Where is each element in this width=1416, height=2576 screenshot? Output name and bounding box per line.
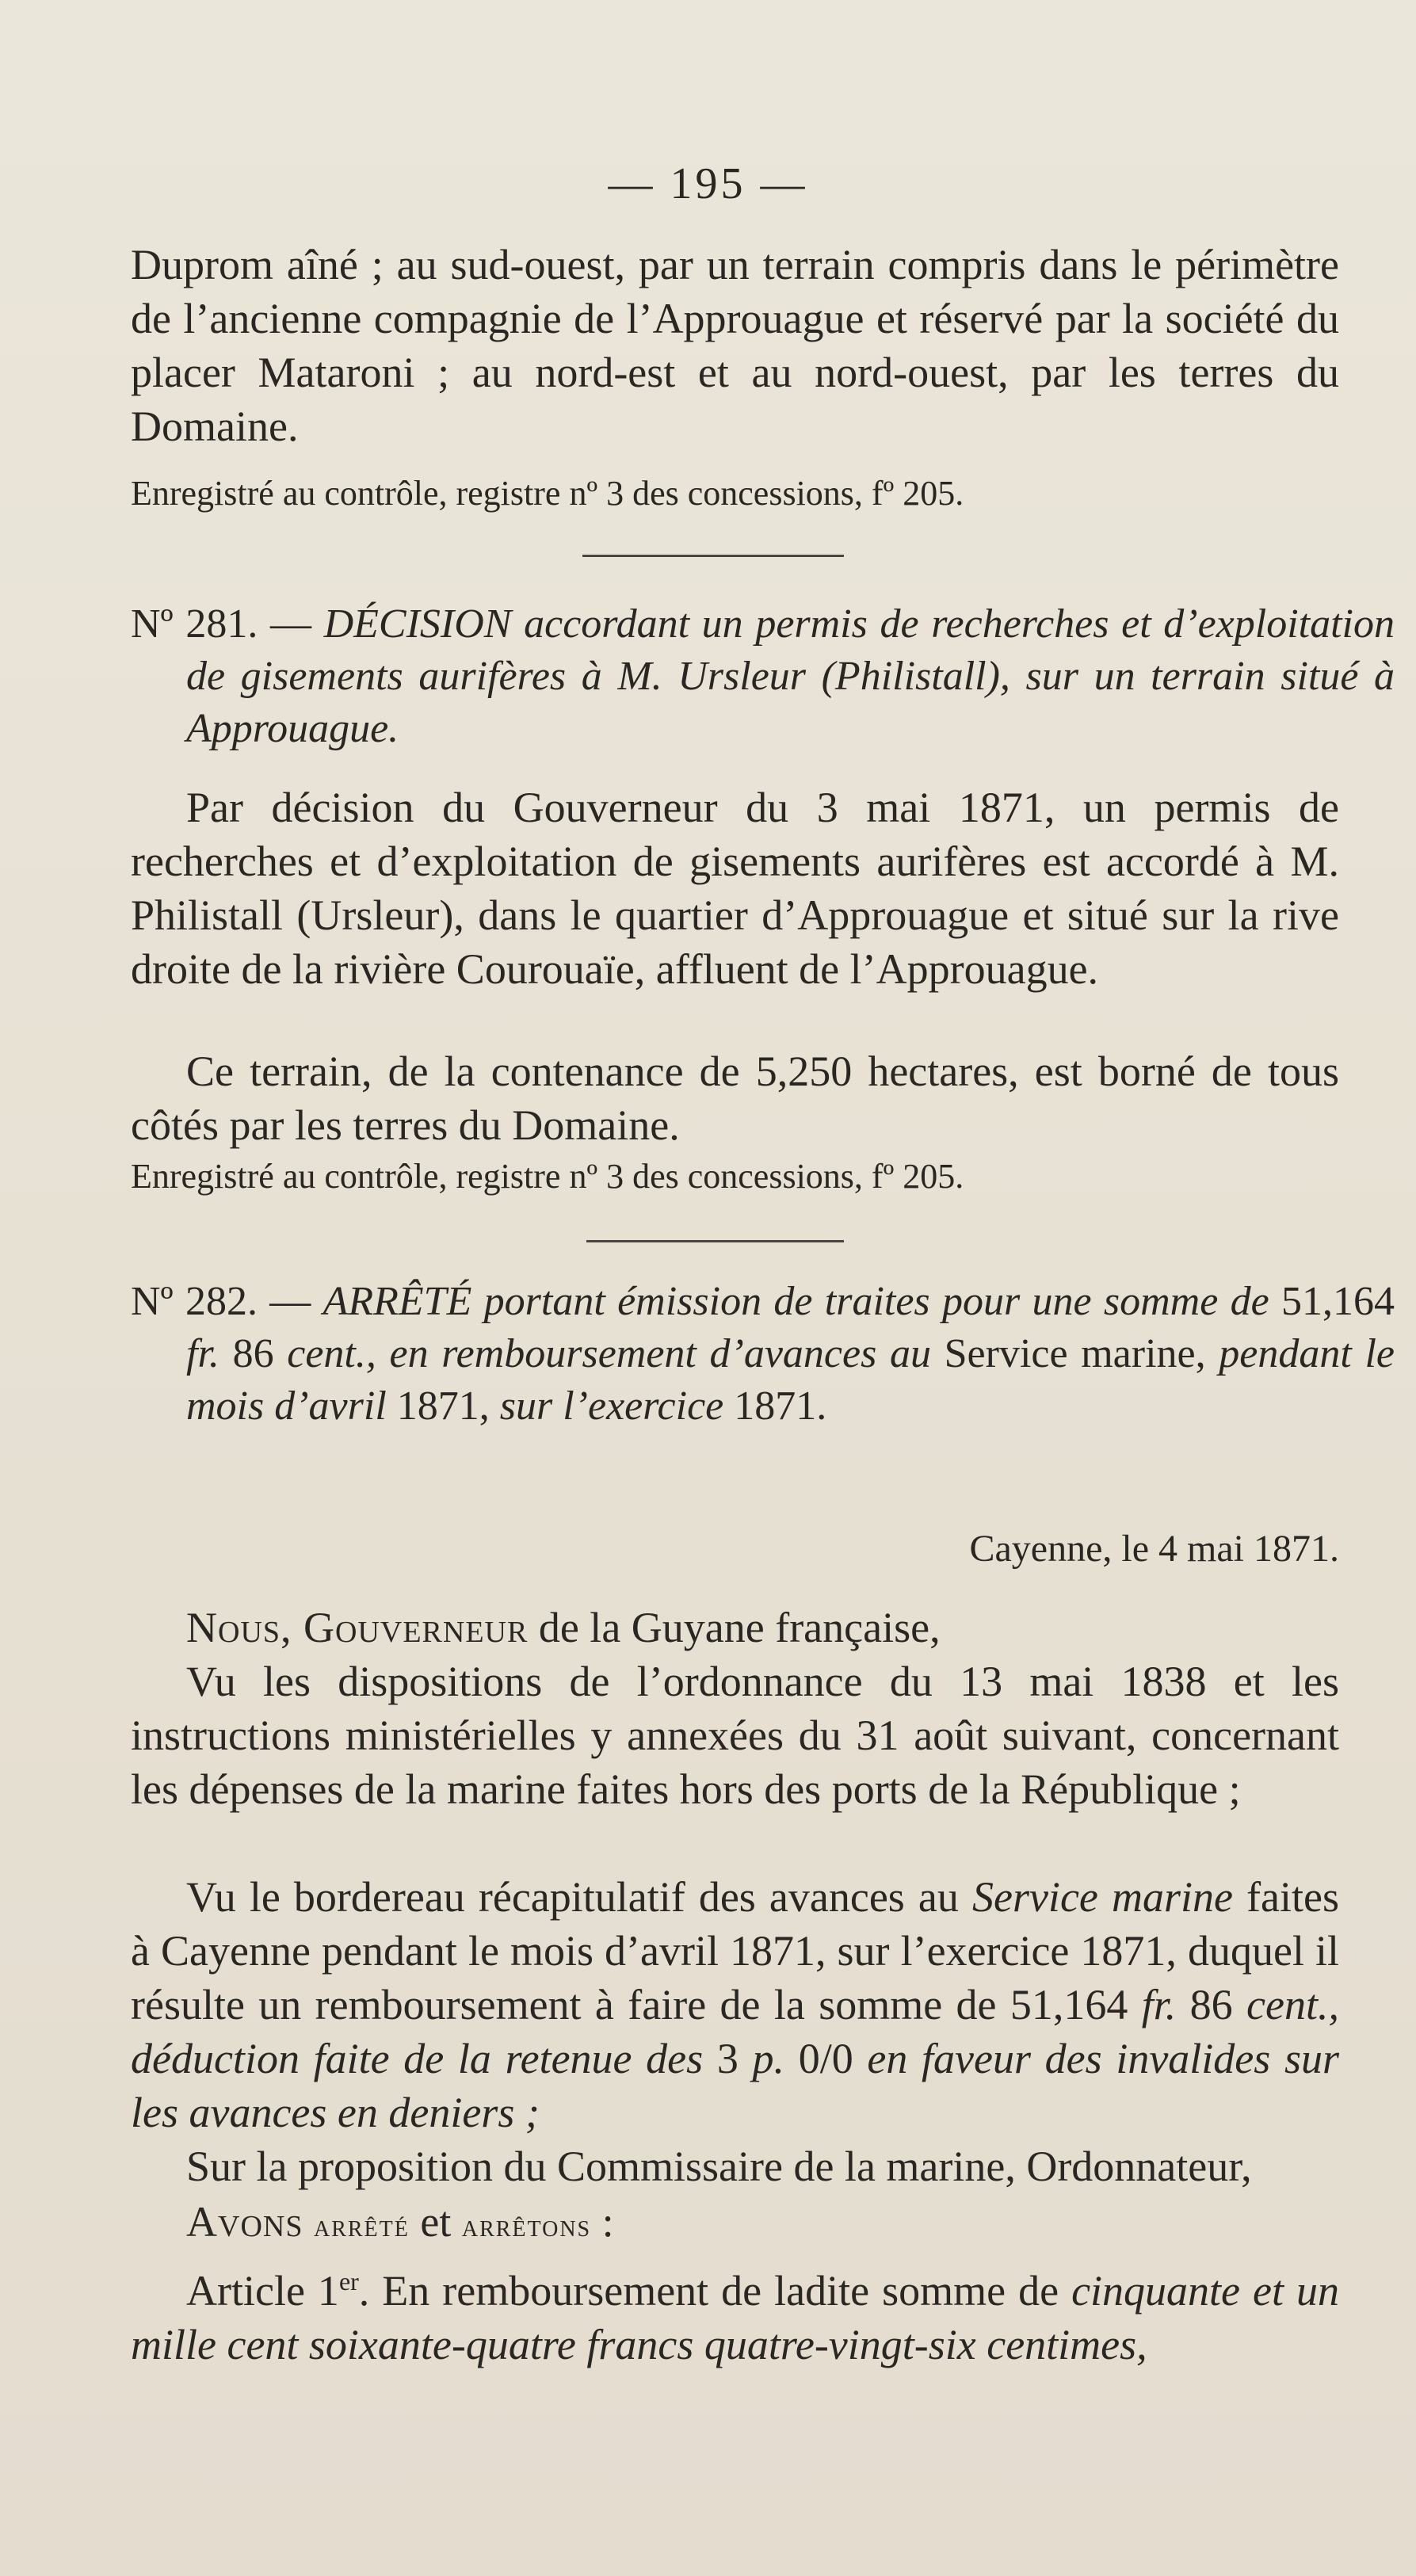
vu2-j: en faveur des invalides sur les avances en deniers ; [131,2035,1339,2136]
heading-282-text-a: ARRÊTÉ portant émission de traites pour une somme de [323,1279,1281,1324]
paragraph-avons-arrete [131,2195,1339,2253]
paragraph-terrain: Ce terrain, de la contenance de 5,250 hectares, est borné de tous côtés par les terres du Domaine. [131,1048,1339,1149]
paragraph-nous [131,1601,1339,1654]
heading-282-fr: fr. [186,1331,233,1376]
heading-282-text-b: cent., en remboursement d’avances au [273,1331,945,1376]
avons: Avons [186,2198,303,2246]
nous-gouverneur: Nous, Gouverneur [186,1604,529,1651]
colon: : [591,2198,614,2246]
heading-282-text-c: pendant le mois d’avril [186,1331,1395,1429]
paragraph-vu-bordereau [131,1870,1339,2139]
vu2-service: Service marine [971,1873,1233,1921]
paragraph-permit: Par décision du Gouverneur du 3 mai 1871, un permis de recherches et d’exploitation de gisements aurifères est accordé à M. Philistall (Ursleur), dans le quartier d’Approuague et situé sur la rive droite de la rivière Courouaïe, affluent de l’Approuague. [131,784,1339,993]
vu2-cents: 86 [1176,1981,1247,2028]
heading-281-text: DÉCISION accordant un permis de recherches et d’exploitation de gisements aurifères à M. Ursleur (Philistall), sur un terrain situé à Approuague. [186,601,1395,751]
et: et [409,2198,462,2246]
date-line: Cayenne, le 4 mai 1871. [969,1528,1339,1570]
heading-decision-281 [131,598,1395,755]
article-label: Article 1 [186,2267,339,2315]
paragraph-boundaries: Duprom aîné ; au sud-ouest, par un terrain compris dans le périmètre de l’ancienne compagnie de l’Approuague et réservé par la société du placer Mataroni ; au nord-est et au nord-ouest, par les terres du Domaine. [131,241,1339,450]
heading-282-text-d: sur l’exercice [489,1383,735,1429]
heading-arrete-282 [131,1276,1395,1433]
page-number: — 195 — [608,159,808,208]
vu2-a: Vu le bordereau récapitulatif des avances au [186,1873,972,1921]
arrete: arrêté [313,2208,410,2243]
vu2-three: 3 [703,2035,753,2082]
vu2-p: p. [752,2035,785,2082]
arretons: arrêtons [461,2208,592,2243]
divider-rule-2 [586,1240,844,1242]
vu2-c: faites à Cayenne pendant le mois d’avril 1871, sur l’exercice 1871, duquel il résulte un remboursement à faire de la somme de 51,164 [131,1873,1340,2028]
vu2-f: cent., déduction faite de la retenue des [131,1981,1339,2082]
heading-281-number: Nº 281. — [131,601,324,647]
paragraph-article-1 [131,2254,1339,2372]
registration-note-1: Enregistré au contrôle, registre nº 3 des concessions, fº 205. [131,474,964,513]
heading-282-year-2: 1871. [734,1383,827,1429]
divider-rule-1 [582,555,844,557]
registration-note-2: Enregistré au contrôle, registre nº 3 des concessions, fº 205. [131,1157,964,1196]
paragraph-proposition: Sur la proposition du Commissaire de la marine, Ordonnateur, [186,2143,1252,2190]
article-text: . En remboursement de ladite somme de [358,2267,1072,2315]
paragraph-vu-ordonnance: Vu les dispositions de l’ordonnance du 13 mai 1838 et les instructions ministérielles y annexées du 31 août suivant, concernant les dépenses de la marine faites hors des ports de la République ; [131,1658,1339,1813]
heading-282-service: Service marine, [944,1331,1206,1376]
heading-282-amount: 51,164 [1281,1279,1395,1324]
heading-282-year-1: 1871, [396,1383,490,1429]
article-sup: er [338,2267,359,2296]
nous-rest: de la Guyane française, [528,1604,941,1651]
vu2-fr: fr. [1141,1981,1177,2028]
vu2-pct: 0/0 [784,2035,868,2082]
heading-282-number: Nº 282. — [131,1279,323,1324]
heading-282-cents: 86 [232,1331,274,1376]
article-amount-words: cinquante et un mille cent soixante-quatre francs quatre-vingt-six centimes, [131,2267,1339,2368]
